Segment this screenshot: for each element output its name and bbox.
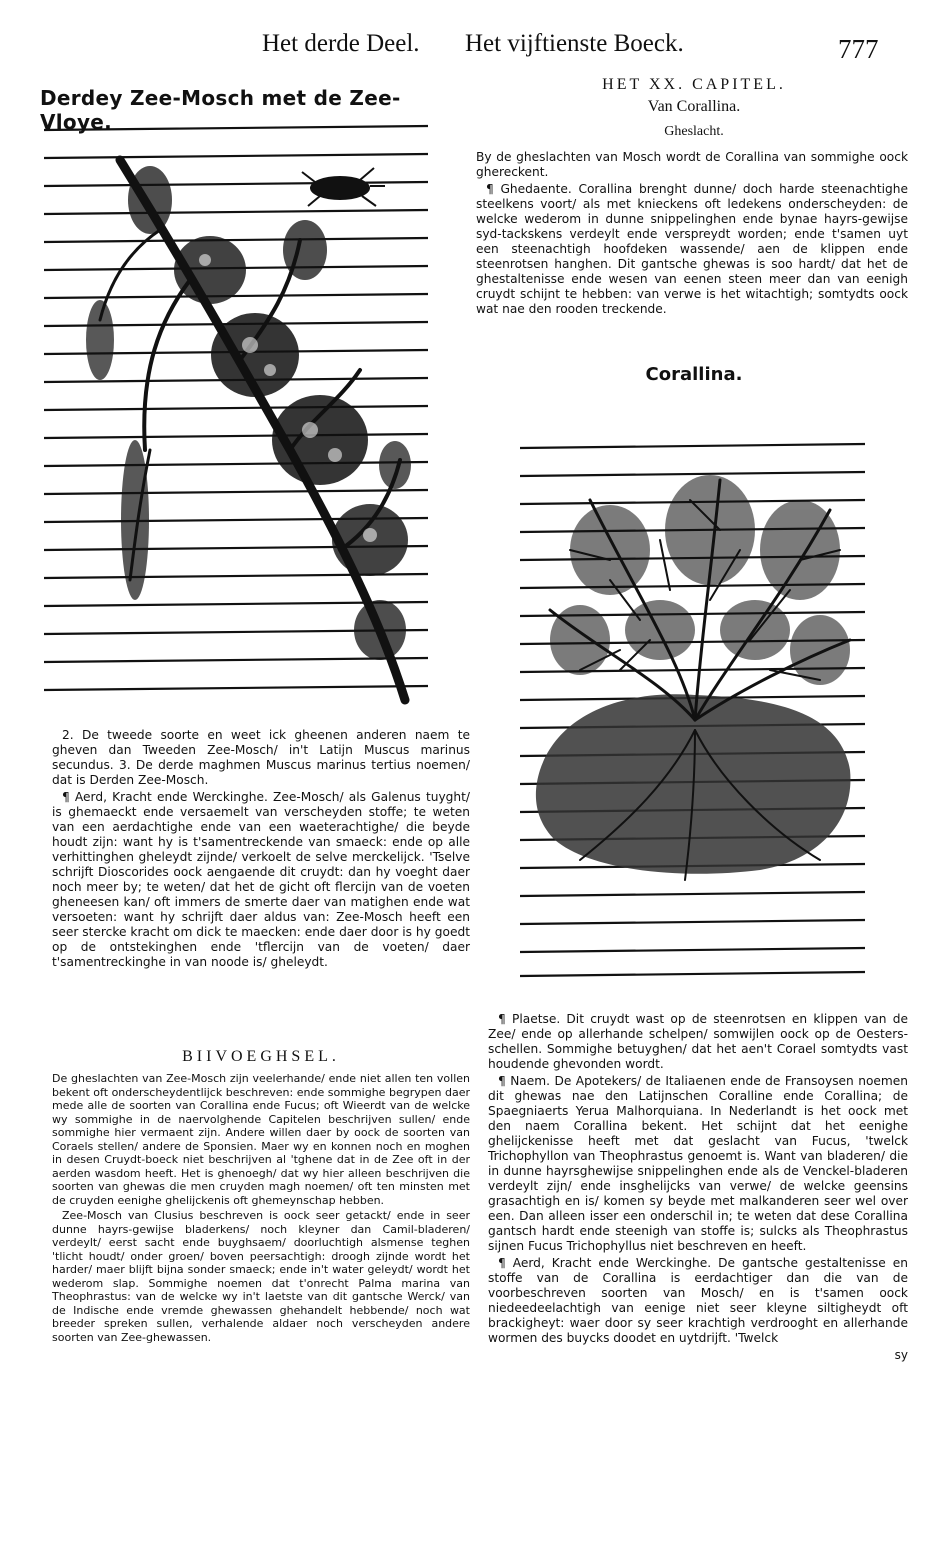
right-figure-caption-wrap: [484, 356, 904, 385]
sea-moss-woodcut: [40, 120, 432, 710]
paragraph: ¶ Ghedaente. Corallina brenght dunne/ doch harde steenachtighe steelkens voort/ als met knieckens oft ledekens onderscheyden: de welcke wederom in dunne snippelinghen ende bynae hayrs-gewijse syd-tackskens verdeylt ende verspreydt worden; ende t'samen uyt een steenachtigh hoofdeken wassende/ aen de klippen ende steenrotsen hanghen. Dit gantsche ghewas is soo hardt/ dat het de ghestaltenisse ende wesen van eenen steen meer dan van eenigh cruydt schijnt te hebben: van verwe is het witachtigh; somtydts oock wat nae den rooden treckende.: [476, 182, 908, 316]
sea-moss-illustration: [40, 120, 432, 710]
section-heading: Gheslacht.: [664, 124, 724, 139]
chapter-heading-block: [484, 76, 904, 140]
paragraph: Zee-Mosch van Clusius beschreven is oock seer getackt/ ende in seer dunne hayrs-gewijse bladerkens/ noch kleyner dan Camil-bladeren/ verdeylt/ eerst sacht ende buyghsaem/ doorluchtigh alsmense teghen 'tlicht houdt/ onder groen/ boven peersachtigh: droogh zijnde wordt het harder/ maer blijft bijna sonder smaeck; ende in't water geleydt/ wordt het wederom slap. Sommighe noemen dat t'onrecht Palma marina van Theophrastus: van de welcke wy in't laetste van dit gantsche Werck/ van de Indische ende vremde ghewassen ghehandelt hebbende/ noch wat breeder spreken sullen, verhalende aldaer noch verscheyden andere soorten van Zee-ghewassen.: [52, 1209, 470, 1344]
header-book-title: Het vijftienste Boeck.: [465, 30, 684, 57]
paragraph: By de gheslachten van Mosch wordt de Corallina van sommighe oock ghereckent.: [476, 150, 908, 179]
catchword: sy: [894, 1348, 908, 1362]
header-part-title: Het derde Deel.: [262, 30, 420, 57]
corallina-illustration: [520, 440, 865, 985]
chapter-number: HET XX. CAPITEL.: [602, 76, 786, 93]
corallina-woodcut: [520, 440, 865, 985]
bijvoeghsel-section: [52, 1038, 470, 1346]
paragraph: ¶ Naem. De Apotekers/ de Italiaenen ende de Fransoysen noemen dit ghewas nae den Latijnschen Coralline ende Corallina; de Spaegniaerts Yerua Malhorquiana. In Nederlandt is het oock met den naem Corallina bekent. Het schijnt dat het eenighe ghelijckenisse heeft met dat geslacht van Fucus, 'twelck Trichophyllon van Theophrastus genoemt is. Want van bladeren/ die in dunne hayrsghewijse snippelinghen ende als de Venckel-bladeren verdeylt zijn/ ende insghelijcks van verwe/ de welcke geensins grasachtigh en is/ komen sy beyde met malkanderen seer wel over een. Dan alleen isser een onderschil in; te weten dat dese Corallina gantsch hardt ende steenigh van stoffe is; sulcks als Theophrastus sijnen Fucus Trichophyllus niet beschreven en heeft.: [488, 1074, 908, 1253]
bijvoeghsel-heading: BIIVOEGHSEL.: [182, 1048, 340, 1065]
paragraph: ¶ Plaetse. Dit cruydt wast op de steenrotsen en klippen van de Zee/ ende op allerhande schelpen/ somwijlen oock op de Oesters-schellen. Sommighe betuyghen/ dat het aen't Corael somtydts vast houdende ghevonden wordt.: [488, 1012, 908, 1071]
left-body-text: [52, 728, 470, 972]
paragraph: 2. De tweede soorte en weet ick gheenen anderen naem te gheven dan Tweeden Zee-Mosch/ in't Latijn Muscus marinus secundus. 3. De derde maghmen Muscus marinus tertius noemen/ dat is Derden Zee-Mosch.: [52, 728, 470, 787]
chapter-title: Van Corallina.: [647, 98, 741, 115]
right-body-text: [488, 1012, 908, 1363]
paragraph: ¶ Aerd, Kracht ende Werckinghe. De gantsche gestaltenisse en stoffe van de Corallina is eerdachtiger dan die van de voorbeschreven soorten van Mosch/ en is t'samen oock niedeedeelachtigh van eenige niet seer kleyne siltigheydt oft brackigheyt: waer door sy seer krachtigh verdrooght en allerhande wormen des buycks doodet en uytdrijft. 'Twelck: [488, 1256, 908, 1345]
bijvoeghsel-text: [52, 1072, 470, 1344]
running-header: [0, 28, 950, 68]
paragraph: ¶ Aerd, Kracht ende Werckinghe. Zee-Mosch/ als Galenus tuyght/ is ghemaeckt ende versaemelt van verscheyden stoffe; te weten van een aerdachtighe ende van een waeterachtighe/ die beyde houdt zijn: want hy is t'samentreckende van smaeck: ende op alle verhittinghen gheleydt zijnde/ verkoelt de selve merckelijck. 'Tselve schrijft Dioscorides oock aengaende dit cruydt: dan hy voeght daer noch meer by; te weten/ dat het de gicht oft flercijn van de voeten gheneesen kan/ oft immers de smerte daer van matighen ende wat versoeten: want hy schrijft daer aldus van: Zee-Mosch heeft een seer stercke kracht om dick te maecken: ende daer door is hy goedt op de ontstekinghen ende 'tflercijn van de voeten/ daer t'samentreckinghe in van noode is/ gheleydt.: [52, 790, 470, 969]
paragraph: De gheslachten van Zee-Mosch zijn veelerhande/ ende niet allen ten vollen bekent oft onderscheydentlijck beschreven: ende sommighe begrypen daer mede alle de soorten van Corallina ende Fucus; oft Wieerdt van de welcke wy sommighe in de naervolghende Capitelen beschrijven sullen/ ende sommighe hier vermaent zijn. Andere willen daer by oock de soorten van Coraels stellen/ andere de Sponsien. Maer wy en konnen noch en moghen in desen Cruydt-boeck niet beschrijven al 'tghene dat in de Zee oft in der aerden wasdom heeft. Het is ghenoegh/ dat wy hier alleen beschrijven die soorten van ghewas die men cruyden magh noemen/ oft ten minsten met de cruyden eenighe ghelijckenis oft ghemeynschap hebben.: [52, 1072, 470, 1207]
right-figure-title: Corallina.: [645, 364, 743, 385]
left-figure-title: Derdey Zee-Mosch met de Zee-Vloye.: [40, 86, 401, 134]
right-intro-text: [476, 150, 908, 319]
page-number: 777: [838, 34, 879, 64]
sea-flea-icon: [302, 168, 385, 206]
